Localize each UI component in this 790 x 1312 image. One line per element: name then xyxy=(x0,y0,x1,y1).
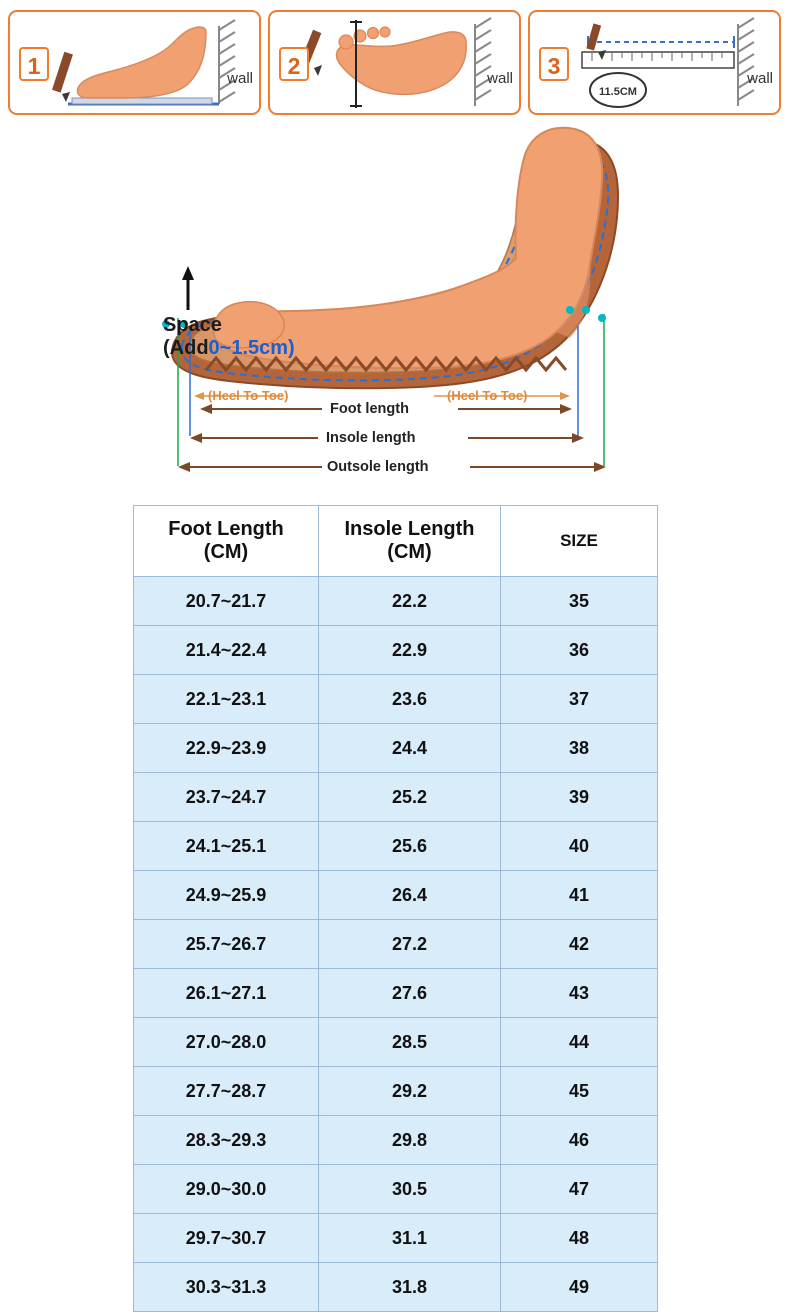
space-label-line1: Space xyxy=(163,314,222,336)
cell-size: 47 xyxy=(501,1165,658,1214)
insole-length-label: Insole length xyxy=(326,430,416,446)
step-1-number: 1 xyxy=(19,47,49,81)
cell-size: 44 xyxy=(501,1018,658,1067)
cell-size: 36 xyxy=(501,626,658,675)
cell-size: 35 xyxy=(501,577,658,626)
step-1-wall-label: wall xyxy=(227,70,253,87)
heel-to-toe-right-label: (Heel To Toe) xyxy=(447,388,528,403)
step-2-card xyxy=(268,10,521,115)
space-label xyxy=(163,314,295,360)
cell-insole-length: 23.6 xyxy=(319,675,501,724)
cell-insole-length: 22.2 xyxy=(319,577,501,626)
foot-length-header-line2: (CM) xyxy=(203,541,249,563)
cell-insole-length: 25.2 xyxy=(319,773,501,822)
cell-insole-length: 29.2 xyxy=(319,1067,501,1116)
cell-foot-length: 29.0~30.0 xyxy=(134,1165,319,1214)
step-2-number: 2 xyxy=(279,47,309,81)
insole-length-header-line1: Insole Length xyxy=(344,518,475,540)
cell-foot-length: 21.4~22.4 xyxy=(134,626,319,675)
cell-insole-length: 31.8 xyxy=(319,1263,501,1312)
cell-foot-length: 27.7~28.7 xyxy=(134,1067,319,1116)
step-1-card xyxy=(8,10,261,115)
step-2-wall-label: wall xyxy=(487,70,513,87)
table-row xyxy=(134,626,658,675)
column-header-foot-length xyxy=(134,506,319,577)
cell-size: 45 xyxy=(501,1067,658,1116)
foot-measurement-diagram xyxy=(0,118,790,500)
cell-foot-length: 23.7~24.7 xyxy=(134,773,319,822)
cell-foot-length: 20.7~21.7 xyxy=(134,577,319,626)
table-row xyxy=(134,1214,658,1263)
foot-length-header-line1: Foot Length xyxy=(168,518,284,540)
cell-foot-length: 24.1~25.1 xyxy=(134,822,319,871)
cell-insole-length: 29.8 xyxy=(319,1116,501,1165)
table-row xyxy=(134,920,658,969)
table-row xyxy=(134,724,658,773)
table-row xyxy=(134,822,658,871)
cell-size: 38 xyxy=(501,724,658,773)
table-row xyxy=(134,773,658,822)
cell-insole-length: 31.1 xyxy=(319,1214,501,1263)
measurement-steps xyxy=(8,10,782,115)
table-row xyxy=(134,1263,658,1312)
space-label-add: (Add xyxy=(163,337,209,359)
cell-foot-length: 30.3~31.3 xyxy=(134,1263,319,1312)
table-row xyxy=(134,871,658,920)
insole-length-header-line2: (CM) xyxy=(387,541,432,563)
table-row xyxy=(134,1116,658,1165)
cell-foot-length: 24.9~25.9 xyxy=(134,871,319,920)
cell-size: 49 xyxy=(501,1263,658,1312)
cell-insole-length: 27.6 xyxy=(319,969,501,1018)
space-label-value: 0~1.5cm) xyxy=(208,337,295,359)
table-header-row xyxy=(134,506,658,577)
cell-size: 40 xyxy=(501,822,658,871)
column-header-size: SIZE xyxy=(501,506,658,577)
cell-insole-length: 28.5 xyxy=(319,1018,501,1067)
table-row xyxy=(134,1018,658,1067)
table-row xyxy=(134,675,658,724)
cell-insole-length: 26.4 xyxy=(319,871,501,920)
cell-foot-length: 26.1~27.1 xyxy=(134,969,319,1018)
cell-size: 46 xyxy=(501,1116,658,1165)
column-header-insole-length xyxy=(319,506,501,577)
cell-foot-length: 22.1~23.1 xyxy=(134,675,319,724)
step-3-number: 3 xyxy=(539,47,569,81)
step-3-wall-label: wall xyxy=(747,70,773,87)
table-row xyxy=(134,577,658,626)
cell-size: 42 xyxy=(501,920,658,969)
cell-insole-length: 24.4 xyxy=(319,724,501,773)
size-chart-table xyxy=(133,505,658,1312)
cell-insole-length: 30.5 xyxy=(319,1165,501,1214)
outsole-length-label: Outsole length xyxy=(327,459,429,475)
cell-insole-length: 22.9 xyxy=(319,626,501,675)
cell-insole-length: 27.2 xyxy=(319,920,501,969)
cell-foot-length: 22.9~23.9 xyxy=(134,724,319,773)
cell-size: 39 xyxy=(501,773,658,822)
table-row xyxy=(134,1067,658,1116)
cell-size: 48 xyxy=(501,1214,658,1263)
table-row xyxy=(134,969,658,1018)
cell-foot-length: 28.3~29.3 xyxy=(134,1116,319,1165)
foot-length-label: Foot length xyxy=(330,401,409,417)
cell-size: 41 xyxy=(501,871,658,920)
heel-to-toe-left-label: (Heel To Toe) xyxy=(208,388,289,403)
svg-text:11.5CM: 11.5CM xyxy=(599,86,637,98)
table-row xyxy=(134,1165,658,1214)
cell-foot-length: 27.0~28.0 xyxy=(134,1018,319,1067)
cell-insole-length: 25.6 xyxy=(319,822,501,871)
cell-foot-length: 25.7~26.7 xyxy=(134,920,319,969)
cell-foot-length: 29.7~30.7 xyxy=(134,1214,319,1263)
cell-size: 37 xyxy=(501,675,658,724)
step-3-card xyxy=(528,10,781,115)
cell-size: 43 xyxy=(501,969,658,1018)
